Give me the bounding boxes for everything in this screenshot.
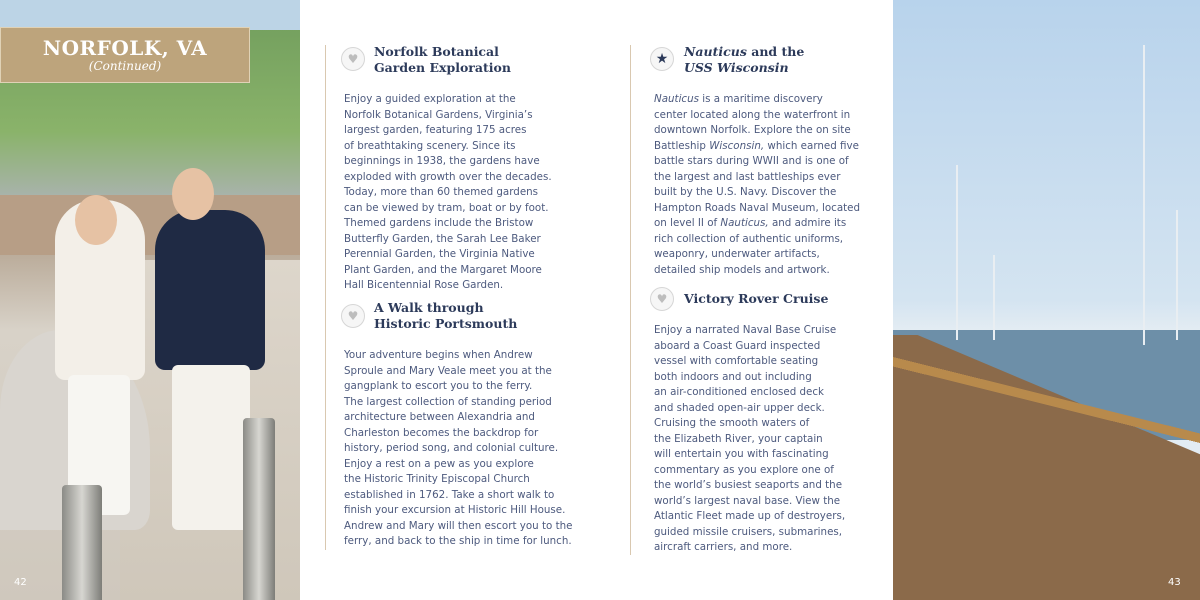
text-segment: commentary as you explore one of <box>654 463 834 476</box>
text-segment: Nauticus <box>654 93 699 105</box>
text-segment: A Walk through <box>374 300 484 315</box>
text-segment: Enjoy a guided exploration at the <box>344 93 516 105</box>
text-segment: Plant Garden, and the Margaret Moore <box>344 263 542 276</box>
text-segment: which earned five <box>764 139 859 152</box>
column-divider <box>630 45 631 555</box>
text-segment: established in 1762. Take a short walk to <box>344 488 555 501</box>
text-segment: and shaded open-air upper deck. <box>654 401 825 414</box>
text-segment: the world’s busiest seaports and the <box>654 479 843 491</box>
text-segment: world’s largest naval base. View the <box>654 494 841 507</box>
heart-icon: ♥ <box>341 304 365 328</box>
city-banner <box>0 27 250 83</box>
couple-walking-photo <box>0 0 300 600</box>
text-segment: center located along the waterfront in <box>654 108 851 121</box>
section-title <box>374 300 517 332</box>
column-divider <box>325 45 326 550</box>
text-segment: Sproule and Mary Veale meet you at the <box>344 364 552 377</box>
page-number-right: 43 <box>1168 577 1181 588</box>
text-segment: built by the U.S. Navy. Discover the <box>654 186 837 198</box>
section-title <box>684 44 804 76</box>
text-segment: USS Wisconsin <box>684 60 789 75</box>
text-segment: Your adventure begins when Andrew <box>344 349 533 361</box>
text-segment: Hampton Roads Naval Museum, located <box>654 201 861 214</box>
text-segment: Wisconsin, <box>709 139 765 152</box>
text-segment: aboard a Coast Guard inspected <box>654 339 821 352</box>
text-segment: Themed gardens include the Bristow <box>344 217 534 229</box>
text-segment: Nauticus, <box>720 217 769 229</box>
text-segment: finish your excursion at Historic Hill House. <box>344 504 566 516</box>
text-segment: weaponry, underwater artifacts, <box>654 248 820 260</box>
section-body <box>344 92 552 294</box>
text-segment: Norfolk Botanical Gardens, Virginia’s <box>344 108 533 121</box>
text-segment: Butterfly Garden, the Sarah Lee Baker <box>344 232 541 245</box>
text-segment: The largest collection of standing period <box>344 395 552 408</box>
text-segment: the largest and last battleships ever <box>654 170 841 183</box>
banner-subtitle: (Continued) <box>88 59 162 73</box>
heart-icon: ♥ <box>650 287 674 311</box>
section-title <box>374 44 511 76</box>
section-title <box>684 291 828 307</box>
text-segment: Andrew and Mary will then escort you to the <box>344 519 573 532</box>
text-segment: architecture between Alexandria and <box>344 411 535 423</box>
text-segment: Enjoy a rest on a pew as you explore <box>344 457 534 470</box>
page-number-left: 42 <box>14 577 27 588</box>
section-body <box>654 323 845 556</box>
text-segment: is a maritime discovery <box>699 93 823 105</box>
boardwalk-marina-photo <box>893 0 1200 600</box>
text-segment: Enjoy a narrated Naval Base Cruise <box>654 324 837 336</box>
text-segment: and admire its <box>768 217 847 229</box>
text-segment: beginnings in 1938, the gardens have <box>344 155 540 167</box>
text-segment: detailed ship models and artwork. <box>654 263 830 276</box>
text-segment: battle stars during WWII and is one of <box>654 155 849 167</box>
text-segment: vessel with comfortable seating <box>654 355 819 367</box>
text-segment: Today, more than 60 themed gardens <box>344 186 539 198</box>
text-segment: Historic Portsmouth <box>374 316 518 331</box>
text-segment: the Historic Trinity Episcopal Church <box>344 473 530 485</box>
text-segment: aircraft carriers, and more. <box>654 541 793 553</box>
text-segment: Garden Exploration <box>374 60 511 75</box>
text-segment: can be viewed by tram, boat or by foot. <box>344 201 549 214</box>
text-segment: history, period song, and colonial culture. <box>344 442 559 454</box>
star-icon: ★ <box>650 47 674 71</box>
text-segment: on level II of <box>654 217 721 229</box>
text-segment: ferry, and back to the ship in time for lunch. <box>344 535 572 547</box>
text-segment: exploded with growth over the decades. <box>344 170 552 183</box>
text-segment: and the <box>746 44 805 59</box>
banner-title: NORFOLK, VA <box>42 36 208 60</box>
text-segment: Norfolk Botanical <box>374 44 499 59</box>
text-segment: Atlantic Fleet made up of destroyers, <box>654 510 846 522</box>
section-body <box>344 348 572 550</box>
text-segment: an air-conditioned enclosed deck <box>654 386 825 398</box>
text-segment: downtown Norfolk. Explore the on site <box>654 124 851 136</box>
text-segment: Battleship <box>654 139 710 152</box>
text-segment: gangplank to escort you to the ferry. <box>344 380 533 392</box>
text-segment: Charleston becomes the backdrop for <box>344 426 539 439</box>
text-segment: will entertain you with fascinating <box>654 448 829 460</box>
text-segment: Cruising the smooth waters of <box>654 417 810 429</box>
text-segment: Victory Rover Cruise <box>684 291 829 306</box>
text-segment: Perennial Garden, the Virginia Native <box>344 248 535 260</box>
heart-icon: ♥ <box>341 47 365 71</box>
text-segment: largest garden, featuring 175 acres <box>344 124 527 136</box>
text-segment: both indoors and out including <box>654 370 812 383</box>
text-segment: rich collection of authentic uniforms, <box>654 232 844 245</box>
text-segment: guided missile cruisers, submarines, <box>654 525 843 538</box>
section-body <box>654 92 860 278</box>
text-segment: of breathtaking scenery. Since its <box>344 139 516 152</box>
text-segment: Nauticus <box>684 44 747 59</box>
text-segment: the Elizabeth River, your captain <box>654 432 823 445</box>
text-segment: Hall Bicentennial Rose Garden. <box>344 279 504 291</box>
